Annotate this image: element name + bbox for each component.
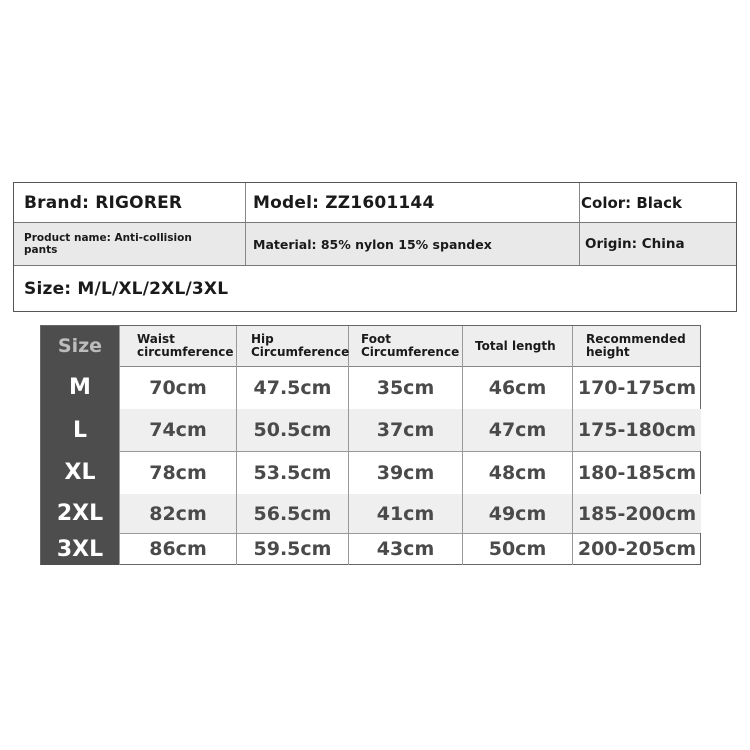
waist-cell: 78cm: [120, 451, 237, 494]
color-cell: [580, 183, 736, 222]
height-cell: 175-180cm: [573, 409, 701, 451]
length-cell: 49cm: [463, 494, 573, 533]
size-cell: L: [41, 409, 120, 451]
header-total-length: [463, 326, 573, 366]
product-name-line-2: pants: [24, 244, 58, 256]
brand-label: Brand: RIGORER: [24, 192, 183, 213]
model-label: Model: ZZ1601144: [253, 192, 435, 213]
table-row: [41, 533, 700, 565]
table-row: [41, 451, 700, 495]
size-chart-header: [41, 326, 700, 367]
color-label: Color: Black: [581, 193, 682, 212]
hip-cell: 50.5cm: [237, 409, 349, 451]
hip-cell: 53.5cm: [237, 451, 349, 494]
header-hip: [237, 326, 349, 366]
size-cell: XL: [41, 451, 120, 494]
brand-cell: [14, 183, 246, 222]
foot-cell: 37cm: [349, 409, 463, 451]
height-cell: 180-185cm: [577, 461, 697, 484]
hip-cell: 59.5cm: [237, 533, 349, 565]
waist-cell: 82cm: [120, 494, 237, 533]
header-foot-line-1: Foot: [361, 332, 391, 346]
height-cell: 185-200cm: [573, 494, 701, 533]
header-recommended-height: [573, 326, 701, 366]
info-row-2: [14, 223, 736, 266]
header-hip-line-2: Circumference: [251, 345, 350, 359]
size-cell: 2XL: [41, 494, 120, 533]
table-row: [41, 409, 700, 452]
origin-label: Origin: China: [585, 236, 685, 252]
product-name-line-1: Product name: Anti-collision: [24, 232, 192, 244]
info-row-1: [14, 183, 736, 223]
hip-cell: 56.5cm: [237, 494, 349, 533]
header-hip-line-1: Hip: [251, 332, 274, 346]
waist-cell: 70cm: [120, 366, 237, 409]
product-name-cell: [14, 223, 246, 265]
header-size-label: Size: [57, 335, 103, 357]
length-cell: 50cm: [463, 533, 573, 565]
waist-cell: 74cm: [120, 409, 237, 451]
height-cell: 170-175cm: [577, 376, 697, 399]
model-cell: [246, 183, 580, 222]
foot-cell: 35cm: [349, 366, 463, 409]
table-row: [41, 494, 700, 534]
material-cell: [246, 223, 580, 265]
info-row-3: [14, 266, 736, 311]
foot-cell: 41cm: [349, 494, 463, 533]
waist-cell: 86cm: [120, 533, 237, 565]
header-foot-line-2: Circumference: [361, 345, 460, 359]
foot-cell: 43cm: [349, 533, 463, 565]
hip-cell: 47.5cm: [237, 366, 349, 409]
header-height-line-2: height: [586, 345, 630, 359]
height-cell: 200-205cm: [577, 538, 697, 560]
header-waist: [120, 326, 237, 366]
material-label: Material: 85% nylon 15% spandex: [253, 236, 492, 252]
header-height-line-1: Recommended: [586, 332, 686, 346]
length-cell: 46cm: [463, 366, 573, 409]
header-waist-line-2: circumference: [137, 345, 234, 359]
header-size: [41, 326, 120, 366]
size-cell: M: [41, 366, 120, 409]
length-cell: 47cm: [463, 409, 573, 451]
header-foot: [349, 326, 463, 366]
size-cell: 3XL: [41, 533, 120, 565]
table-row: [41, 366, 700, 410]
length-cell: 48cm: [463, 451, 573, 494]
header-waist-line-1: Waist: [137, 332, 175, 346]
foot-cell: 39cm: [349, 451, 463, 494]
header-total-length-line-1: Total length: [475, 338, 556, 353]
origin-cell: [580, 223, 736, 265]
product-name-label: [24, 232, 192, 256]
size-chart-table: [40, 325, 701, 565]
size-list-label: Size: M/L/XL/2XL/3XL: [24, 278, 229, 299]
product-info-table: [13, 182, 737, 312]
size-cell: [14, 266, 736, 311]
